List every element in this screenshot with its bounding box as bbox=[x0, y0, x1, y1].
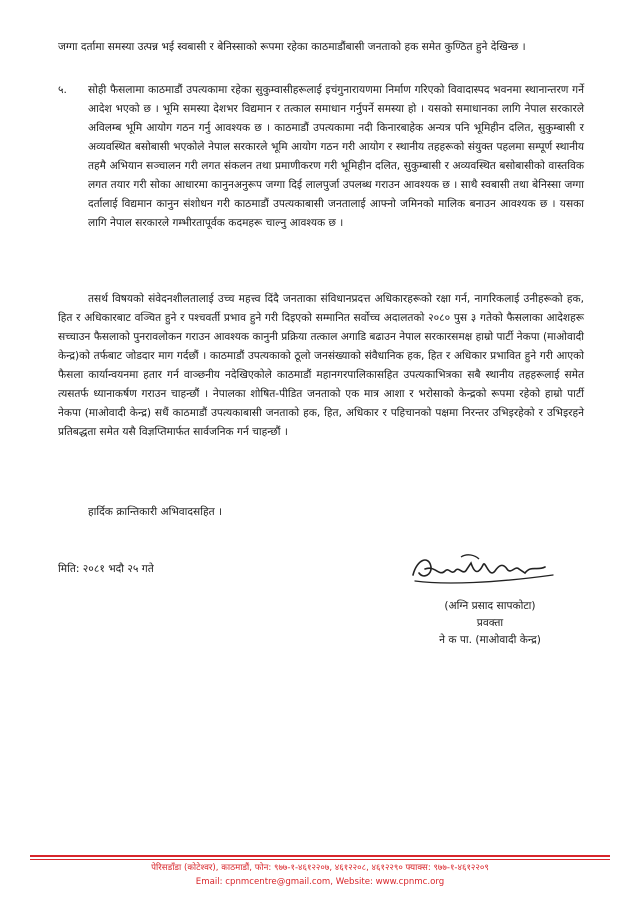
footer-divider-bottom bbox=[30, 859, 610, 860]
closing-greeting: हार्दिक क्रान्तिकारी अभिवादसहित । bbox=[88, 506, 222, 518]
signatory-organization: ने क पा. (माओवादी केन्द्र) bbox=[439, 634, 541, 646]
signature-image bbox=[405, 545, 565, 595]
footer-contact: Email: cpnmcentre@gmail.com, Website: www.cpnmc.org bbox=[195, 877, 445, 887]
item-number-5: ५. bbox=[58, 84, 67, 96]
footer-address: पेरिसडाँडा (कोटेश्वर), काठमाडौं, फोन: ९७७-१-४६१२२०७, ४६१२२०८, ४६१२२९० फ्याक्स: ९७७-१-४६१२२०९ bbox=[151, 863, 489, 873]
signatory-role: प्रवक्ता bbox=[476, 617, 504, 629]
date-line: मिति: २०८१ भदौ २५ गते bbox=[58, 563, 154, 575]
footer-divider-top bbox=[30, 855, 610, 857]
intro-paragraph: जग्गा दर्तामा समस्या उत्पन्न भई स्वबासी र बेनिस्साको रूपमा रहेका काठमाडौंबासी जनताको हक समेत कुण्ठित हुने देखिन्छ । bbox=[58, 41, 526, 53]
conclusion-paragraph: तसर्थ विषयको संवेदनशीलतालाई उच्च महत्त्व दिंदै जनताका संविधानप्रदत्त अधिकारहरूको रक्षा गर्न, नागरिकलाई उनीहरूको हक, हित र अधिकारबाट वञ्चित हुने र पश्चवर्ती प्रभाव हुने गरी दिइएको सम्मानित सर्वोच्च अदालतको २०८० पुस ३ गतेको फैसलाका आदेशहरू सच्चाउन फैसलाको पुनरावलोकन गराउन आवश्यक कानुनी प्रक्रिया तत्काल अगाडि बढाउन नेपाल सरकारसमक्ष हाम्रो पार्टी नेकपा (माओवादी केन्द्र)को तर्फबाट जोडदार माग गर्दछौं । काठमाडौं उपत्यकाको ठूलो जनसंख्याको संवैधानिक हक, हित र अधिकार प्रभावित हुने गरी आएको फैसला कार्यान्वयनमा हतार गर्न वाञ्छनीय नदेखिएकोले काठमाडौं महानगरपालिकासहित उपत्यकाभित्रका सबै स्थानीय तहहरूलाई समेत त्यसतर्फ ध्यानाकर्षण गराउन चाहन्छौं । नेपालका शोषित-पीडित जनताको एक मात्र आशा र भरोसाको केन्द्रको रूपमा रहेको हाम्रो पार्टी नेकपा (माओवादी केन्द्र) सधैं काठमाडौं उपत्यकाबासी जनताको हक, हित, अधिकार र पहिचानको पक्षमा निरन्तर उभिइरहेको र उभिइरहने प्रतिबद्धता समेत यसै विज्ञप्तिमार्फत सार्वजनिक गर्न चाहन्छौं । bbox=[58, 293, 584, 438]
item-5-paragraph: सोही फैसलामा काठमाडौं उपत्यकामा रहेका सुकुम्वासीहरूलाई इचंगुनारायणमा निर्माण गरिएको विवादास्पद भवनमा स्थानान्तरण गर्ने आदेश भएको छ । भूमि समस्या देशभर विद्यमान र तत्काल समाधान गर्नुपर्ने समस्या हो । यसको समाधानका लागि नेपाल सरकारले अविलम्ब भूमि आयोग गठन गर्नु आवश्यक छ । काठमाडौं उपत्यकामा नदी किनारबाहेक अन्यत्र पनि भूमिहीन दलित, सुकुम्बासी र अव्यवस्थित बसोबासी भएकोले नेपाल सरकारले भूमि आयोग गठन गरी आयोग र स्थानीय तहहरूको संयुक्त पहलमा सम्पूर्ण स्थानीय तहमै अभियान सञ्चालन गरी लगत संकलन तथा प्रमाणीकरण गरी भूमिहीन दलित, सुकुम्बासी र अव्यवस्थित बसोबासीको वास्तविक लगत तयार गरी सोका आधारमा कानुनअनुरूप जग्गा दिई लालपुर्जा उपलब्ध गराउन आवश्यक छ । साथै स्वबासी तथा बेनिस्सा जग्गा दर्तालाई विद्यमान कानुन संशोधन गरी काठमाडौं उपत्यकाबासी जनतालाई आफ्नो जमिनको मालिक बनाउन आवश्यक छ । यसका लागि नेपाल सरकारले गम्भीरतापूर्वक कदमहरू चाल्नु आवश्यक छ । bbox=[88, 84, 584, 229]
signatory-block bbox=[400, 598, 580, 649]
signatory-name: (अग्नि प्रसाद सापकोटा) bbox=[444, 600, 536, 612]
